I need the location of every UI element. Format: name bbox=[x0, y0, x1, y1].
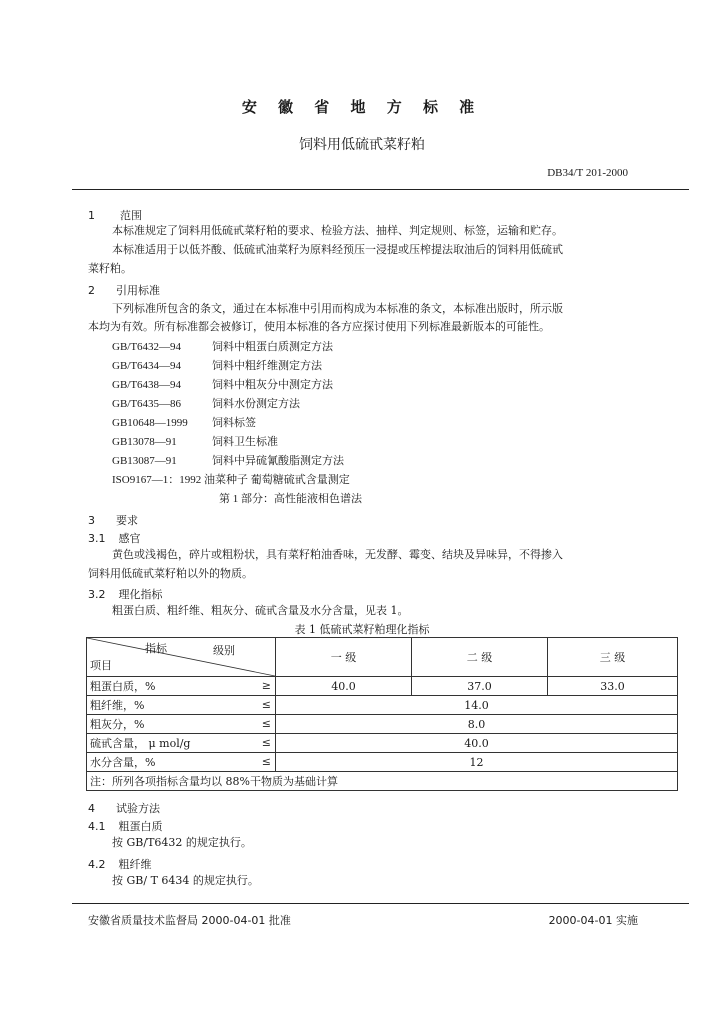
row-label: 硫甙含量， μ mol/g bbox=[90, 737, 191, 750]
reference-item bbox=[112, 452, 344, 468]
row-label: 水分含量，% bbox=[90, 756, 156, 769]
relation-symbol: ≤ bbox=[261, 736, 271, 749]
section-3-heading bbox=[88, 512, 138, 528]
section-number: 3 bbox=[88, 514, 95, 527]
document-title: 饲料用低硫甙菜籽粕 bbox=[299, 137, 425, 153]
reference-item bbox=[112, 376, 333, 392]
header-corner-cell bbox=[87, 638, 276, 677]
paragraph: 按 GB/T6432 的规定执行。 bbox=[112, 836, 252, 849]
header-item: 项目 bbox=[90, 659, 112, 672]
relation-symbol: ≤ bbox=[261, 698, 271, 711]
row-label: 粗灰分，% bbox=[90, 718, 145, 731]
row-label: 粗蛋白质，% bbox=[90, 680, 156, 693]
section-number: 3.2 bbox=[88, 588, 106, 601]
table-note-row bbox=[87, 772, 678, 791]
row-label-cell bbox=[87, 734, 276, 753]
table-row bbox=[87, 715, 678, 734]
document-code: DB34/T 201-2000 bbox=[547, 167, 628, 179]
standard-type-title: 安 徽 省 地 方 标 准 bbox=[241, 98, 483, 116]
reference-code: GB13078—91 bbox=[112, 436, 177, 448]
reference-code: GB/T6434—94 bbox=[112, 360, 182, 372]
merged-value-cell: 12 bbox=[276, 753, 678, 772]
section-title: 感官 bbox=[118, 532, 141, 545]
section-title: 理化指标 bbox=[118, 588, 163, 601]
row-label-cell bbox=[87, 715, 276, 734]
table-row bbox=[87, 696, 678, 715]
reference-item bbox=[112, 357, 322, 373]
reference-item bbox=[112, 414, 256, 430]
reference-item-iso: ISO9167—1：1992 油菜种子 葡萄糖硫甙含量测定 bbox=[112, 474, 350, 486]
paragraph: 本标准规定了饲料用低硫甙菜籽粕的要求、检验方法、抽样、判定规则、标签，运输和贮存。 bbox=[112, 224, 563, 237]
reference-item bbox=[112, 338, 333, 354]
diagonal-line bbox=[87, 638, 275, 676]
subsection-3-1-heading bbox=[88, 530, 141, 546]
paragraph: 黄色或浅褐色，碎片或粗粉状，具有菜籽粕油香味，无发酵、霉变、结块及异味异，不得掺入 bbox=[112, 548, 563, 561]
table-caption: 表 1 低硫甙菜籽粕理化指标 bbox=[294, 623, 430, 636]
value-cell: 37.0 bbox=[412, 677, 548, 696]
paragraph: 饲料用低硫甙菜籽粕以外的物质。 bbox=[88, 567, 253, 580]
paragraph: 粗蛋白质、粗纤维、粗灰分、硫甙含量及水分含量，见表 1。 bbox=[112, 604, 409, 617]
level-header-cell: 二 级 bbox=[412, 638, 548, 677]
table-note: 注：所列各项指标含量均以 88%干物质为基础计算 bbox=[87, 772, 678, 791]
reference-name: 饲料中异硫氰酸脂测定方法 bbox=[212, 455, 344, 467]
reference-code: GB/T6432—94 bbox=[112, 341, 182, 353]
relation-symbol: ≤ bbox=[261, 755, 271, 768]
subsection-4-1-heading bbox=[88, 818, 163, 834]
row-label-cell bbox=[87, 696, 276, 715]
section-title: 要求 bbox=[116, 514, 138, 527]
section-title: 粗纤维 bbox=[118, 858, 152, 871]
section-4-heading bbox=[88, 800, 160, 816]
section-1-heading bbox=[88, 207, 142, 223]
header-level: 级别 bbox=[213, 644, 235, 657]
section-number: 2 bbox=[88, 284, 95, 297]
section-title: 粗蛋白质 bbox=[118, 820, 163, 833]
merged-value-cell: 40.0 bbox=[276, 734, 678, 753]
merged-value-cell: 14.0 bbox=[276, 696, 678, 715]
paragraph: 下列标准所包含的条文，通过在本标准中引用而构成为本标准的条文，本标准出版时，所示版 bbox=[112, 302, 563, 315]
section-2-heading bbox=[88, 282, 160, 298]
section-number: 4.1 bbox=[88, 820, 106, 833]
reference-code: GB/T6438—94 bbox=[112, 379, 182, 391]
paragraph: 按 GB/ T 6434 的规定执行。 bbox=[112, 874, 259, 887]
implementation-date: 2000-04-01 实施 bbox=[548, 914, 638, 927]
merged-value-cell: 8.0 bbox=[276, 715, 678, 734]
section-number: 3.1 bbox=[88, 532, 106, 545]
relation-symbol: ≤ bbox=[261, 717, 271, 730]
reference-name: 饲料标签 bbox=[212, 417, 256, 429]
section-title: 引用标准 bbox=[116, 284, 160, 297]
reference-code: GB13087—91 bbox=[112, 455, 177, 467]
reference-name: 饲料水份测定方法 bbox=[212, 398, 300, 410]
level-header-cell: 一 级 bbox=[276, 638, 412, 677]
paragraph: 菜籽粕。 bbox=[88, 262, 132, 275]
subsection-3-2-heading bbox=[88, 586, 163, 602]
table-row bbox=[87, 753, 678, 772]
header-indicator: 指标 bbox=[145, 642, 167, 655]
reference-code: GB/T6435—86 bbox=[112, 398, 182, 410]
paragraph: 本标准适用于以低芥酸、低硫甙油菜籽为原料经预压一浸提或压榨提法取油后的饲料用低硫甙 bbox=[112, 243, 563, 256]
section-number: 4 bbox=[88, 802, 95, 815]
row-label-cell bbox=[87, 753, 276, 772]
reference-name: 饲料中粗纤维测定方法 bbox=[212, 360, 322, 372]
footer-rule bbox=[72, 903, 689, 904]
reference-item bbox=[112, 395, 300, 411]
reference-name: 饲料中粗蛋白质测定方法 bbox=[212, 341, 333, 353]
section-title: 范围 bbox=[120, 209, 142, 222]
table-row bbox=[87, 734, 678, 753]
section-number: 1 bbox=[88, 209, 95, 222]
spec-table bbox=[86, 637, 678, 791]
relation-symbol: ≥ bbox=[261, 679, 271, 692]
reference-item-iso-part: 第 1 部分：高性能液相色谱法 bbox=[219, 493, 362, 505]
value-cell: 40.0 bbox=[276, 677, 412, 696]
table-header-row bbox=[87, 638, 678, 677]
row-label-cell bbox=[87, 677, 276, 696]
section-title: 试验方法 bbox=[116, 802, 160, 815]
table-row bbox=[87, 677, 678, 696]
reference-name: 饲料中粗灰分中测定方法 bbox=[212, 379, 333, 391]
level-header-cell: 三 级 bbox=[548, 638, 678, 677]
paragraph: 本均为有效。所有标准都会被修订，使用本标准的各方应探讨使用下列标准最新版本的可能性。 bbox=[88, 320, 550, 333]
row-label: 粗纤维，% bbox=[90, 699, 145, 712]
value-cell: 33.0 bbox=[548, 677, 678, 696]
subsection-4-2-heading bbox=[88, 856, 152, 872]
reference-code: GB10648—1999 bbox=[112, 417, 188, 429]
approval-line: 安徽省质量技术监督局 2000-04-01 批准 bbox=[88, 914, 291, 927]
reference-item bbox=[112, 433, 278, 449]
section-number: 4.2 bbox=[88, 858, 106, 871]
header-rule bbox=[72, 189, 689, 190]
reference-name: 饲料卫生标准 bbox=[212, 436, 278, 448]
